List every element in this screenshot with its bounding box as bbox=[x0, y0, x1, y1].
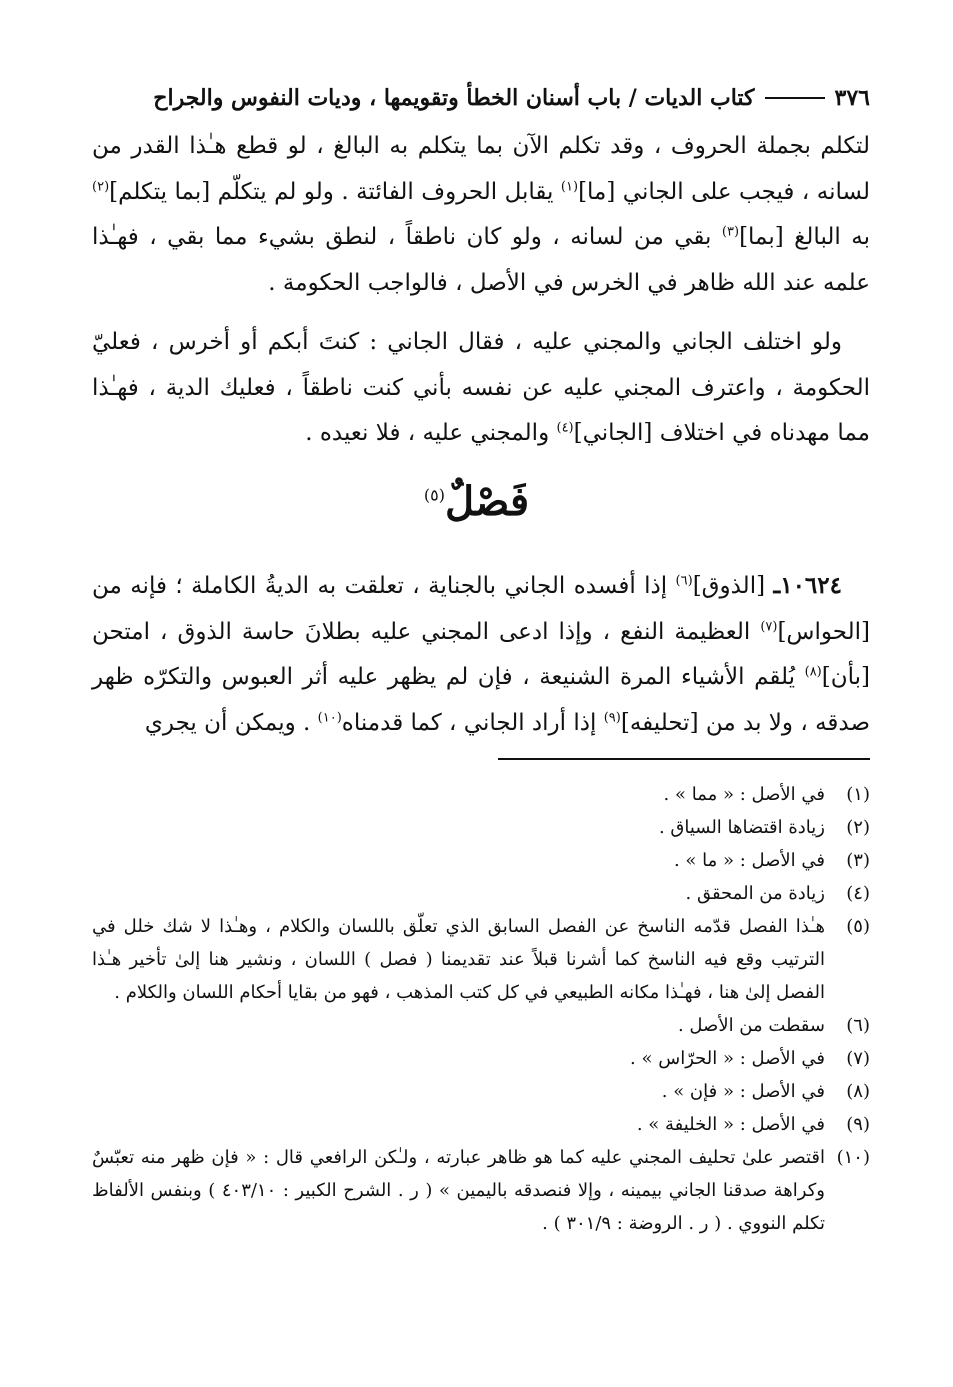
footnote-divider bbox=[498, 758, 870, 760]
footnote-number: (٢) bbox=[846, 817, 870, 838]
paragraph-2 bbox=[92, 320, 870, 457]
footnote-text: في الأصل : « الحرّاس » . bbox=[630, 1048, 825, 1069]
paragraph-text: ولو اختلف الجاني والمجني عليه ، فقال الجاني : كنتَ أبكم أو أخرس ، فعليّ الحكومة ، واعترف المجني عليه عن نفسه بأني كنت ناطقاً ، فعليك الدية ، فهـٰذا مما مهدناه في اختلاف [الجاني] bbox=[92, 329, 870, 446]
footnote-number: (٥) bbox=[846, 916, 870, 937]
paragraph-text: يُلقم الأشياء المرة الشنيعة ، فإن لم يظهر عليه أثر العبوس والتكرّه ظهر صدقه ، ولا بد من [تحليفه] bbox=[92, 664, 870, 736]
footnote-number: (٩) bbox=[846, 1114, 870, 1135]
footnote-text: اقتصر علىٰ تحليف المجني عليه كما هو ظاهر عبارته ، ولـٰكن الرافعي قال : « فإن ظهر منه تعبّسٌ وكراهة صدقنا الجاني بيمينه ، وإلا فنصدقه باليمين » ( ر . الشرح الكبير : ٤٠٣/١٠ ) وبنفس الألفاظ تكلم النووي . ( ر . الروضة : ٣٠١/٩ ) . bbox=[92, 1147, 825, 1234]
paragraph-text: [الذوق] bbox=[692, 573, 774, 599]
footnote-number: (١) bbox=[846, 784, 870, 805]
footnote-text: في الأصل : « ما » . bbox=[673, 850, 825, 871]
footnote bbox=[92, 1108, 870, 1141]
footnote bbox=[92, 1141, 870, 1240]
footnote bbox=[92, 811, 870, 844]
paragraph-text: إذا أفسده الجاني بالجناية ، تعلقت به الديةُ الكاملة ؛ فإنه من [الحواس] bbox=[92, 573, 870, 645]
section-title: فَصْلٌ bbox=[444, 478, 530, 525]
paragraph-text: العظيمة النفع ، وإذا ادعى المجني عليه بطلانَ حاسة الذوق ، امتحن [بأن] bbox=[92, 618, 870, 690]
footnote bbox=[92, 1042, 870, 1075]
paragraph-text: . ويمكن أن يجري bbox=[144, 709, 318, 736]
footnote-ref: (١) bbox=[560, 178, 579, 194]
section-heading bbox=[0, 478, 953, 525]
footnote-ref: (٣) bbox=[721, 224, 740, 240]
footnote-number: (٧) bbox=[846, 1048, 870, 1069]
page-number: ٣٧٦ bbox=[834, 85, 870, 111]
footnote-text: زيادة اقتضاها السياق . bbox=[658, 817, 825, 838]
footnote-number: (٤) bbox=[846, 883, 870, 904]
footnote bbox=[92, 877, 870, 910]
paragraph-text: يقابل الحروف الفائتة . ولو لم يتكلّم [بما يتكلم] bbox=[109, 178, 561, 205]
paragraph-text: والمجني عليه ، فلا نعيده . bbox=[305, 420, 557, 446]
footnote-ref: (٩) bbox=[603, 709, 621, 725]
paragraph-text: به البالغ [بما] bbox=[739, 224, 870, 250]
footnote-text: سقطت من الأصل . bbox=[677, 1015, 825, 1036]
paragraph-text: بقي من لسانه ، ولو كان ناطقاً ، لنطق بشيء مما بقي ، فهـٰذا علمه عند الله ظاهر في الخرس في الأصل ، فالواجب الحكومة . bbox=[92, 224, 870, 296]
footnote-ref: (٤) bbox=[556, 420, 574, 436]
footnote-text: في الأصل : « مما » . bbox=[663, 784, 825, 805]
header-rule bbox=[765, 97, 825, 99]
footnote bbox=[92, 1009, 870, 1042]
footnotes bbox=[92, 778, 870, 1240]
footnote-ref: (٥) bbox=[423, 485, 445, 505]
footnote-ref: (٦) bbox=[675, 573, 693, 589]
footnote bbox=[92, 844, 870, 877]
paragraph-text: إذا أراد الجاني ، كما قدمناه bbox=[341, 709, 604, 736]
footnote-text: زيادة من المحقق . bbox=[685, 883, 825, 904]
footnote-number: (٨) bbox=[846, 1081, 870, 1102]
footnote-ref: (٨) bbox=[804, 664, 822, 680]
footnote-ref: (٢) bbox=[92, 178, 110, 194]
footnote-text: في الأصل : « فإن » . bbox=[661, 1081, 825, 1102]
header-title: كتاب الديات / باب أسنان الخطأ وتقويمها ، وديات النفوس والجراح bbox=[153, 85, 755, 111]
footnote-number: (٦) bbox=[846, 1015, 870, 1036]
footnote bbox=[92, 1075, 870, 1108]
paragraph-3 bbox=[92, 563, 870, 746]
footnote-number: (١٠) bbox=[836, 1147, 870, 1168]
footnote-text: في الأصل : « الخليفة » . bbox=[636, 1114, 825, 1135]
paragraph-text: لتكلم بجملة الحروف ، وقد تكلم الآن بما يتكلم به البالغ ، لو قطع هـٰذا القدر من لسانه ، فيجب على الجاني [ما] bbox=[92, 133, 871, 205]
footnote-ref: (١٠) bbox=[317, 709, 342, 725]
running-header bbox=[94, 80, 870, 116]
issue-number: ١٠٦٢٤ـ bbox=[773, 572, 842, 599]
footnote-number: (٣) bbox=[846, 850, 870, 871]
footnote bbox=[92, 910, 870, 1009]
footnote-ref: (٧) bbox=[760, 618, 778, 634]
paragraph-1 bbox=[92, 124, 870, 306]
footnote bbox=[92, 778, 870, 811]
footnote-text: هـٰذا الفصل قدّمه الناسخ عن الفصل السابق الذي تعلّق باللسان والكلام ، وهـٰذا لا شك خلل في الترتيب وقع فيه الناسخ كما أشرنا قبلاً عند تقديمنا ( فصل ) اللسان ، ونشير هنا إلىٰ تأخير هـٰذا الفصل إلىٰ هنا ، فهـٰذا مكانه الطبيعي في كل كتب المذهب ، فهو من بقايا أحكام اللسان والكلام . bbox=[92, 916, 825, 1003]
